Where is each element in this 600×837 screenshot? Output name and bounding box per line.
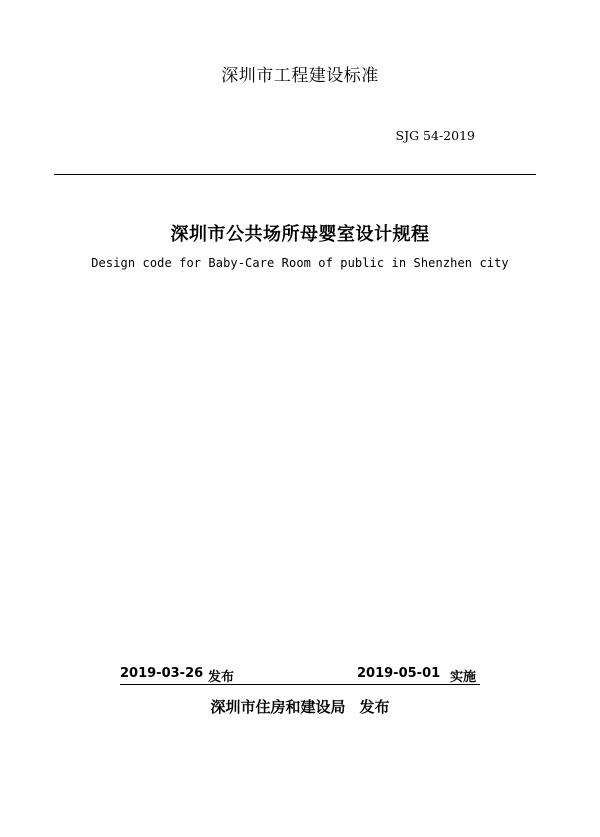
- document-subtitle-english: Design code for Baby-Care Room of public in Shenzhen city: [91, 256, 509, 270]
- publisher-action: 发布: [359, 698, 390, 716]
- issue-label: 发布: [208, 670, 235, 685]
- standard-number: SJG 54-2019: [395, 128, 475, 143]
- series-title: 深圳市工程建设标准: [221, 66, 379, 86]
- publisher-line: [0, 696, 600, 717]
- issue-date: 2019-03-26: [120, 666, 204, 681]
- document-title: 深圳市公共场所母婴室设计规程: [170, 224, 430, 245]
- date-row: [120, 666, 480, 685]
- publisher-name: 深圳市住房和建设局: [210, 698, 346, 716]
- implement-label: 实施: [450, 670, 477, 685]
- implement-date: 2019-05-01: [357, 666, 441, 681]
- header-rule: [54, 174, 536, 175]
